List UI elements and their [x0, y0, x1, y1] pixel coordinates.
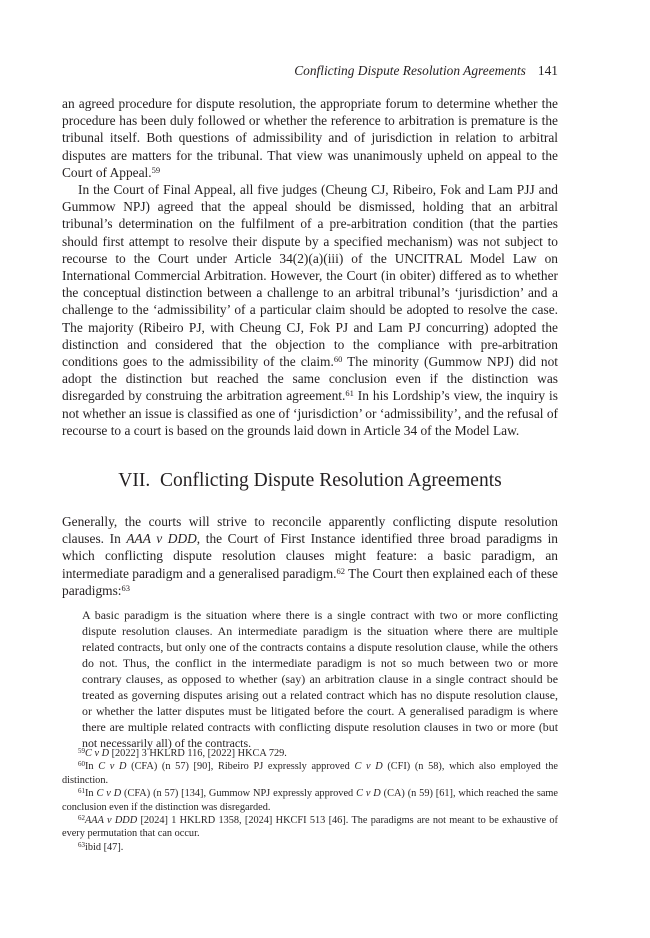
footnote-case: C v D	[96, 788, 122, 800]
paragraph-2	[62, 181, 558, 439]
footnote-text: (CFI) (n 58), which also employed the distinction.	[62, 761, 559, 786]
block-quote: A basic paradigm is the situation where there is a single contract with two or more conflicting dispute resolution clauses. An intermediate paradigm is the situation where there are multiple related contracts, but only one of the contracts contains a dispute resolution clause, while the others do not. Thus, the conflict in the intermediate paradigm is not so much between two or more contrary clauses, as opposed to whether (say) an arbitration clause in a single contract should be treated as governing disputes arising out a related contract which has no dispute resolution clause, or whether the latter disputes must be litigated before the court. A generalised paradigm is where there are multiple related contracts with conflicting dispute resolution clauses in two or more (but not necessarily all) of the contracts.	[82, 608, 558, 751]
footnote-text: In	[85, 761, 99, 773]
footnote-text: [2024] 1 HKLRD 1358, [2024] HKCFI 513 [46]. The paradigms are not meant to be exhaustive of every permutation that can occur.	[62, 815, 558, 840]
footnote-number: 61	[78, 787, 85, 796]
paragraph-3-text-a: Generally, the courts will strive to reconcile apparently conflicting dispute resolution clauses. In	[62, 514, 558, 547]
case-name: AAA v DDD	[126, 531, 197, 547]
footnote-text: (CFA) (n 57) [90], Ribeiro PJ expressly approved	[126, 761, 355, 773]
footnote-ref-60[interactable]: 60	[333, 354, 343, 365]
footnote-ref-59[interactable]: 59	[151, 164, 161, 175]
footnote-ref-61[interactable]: 61	[345, 388, 354, 399]
footnote-case: C v D	[356, 788, 381, 800]
footnote-61	[62, 787, 558, 814]
paragraph-3-text-c: The Court then explained each of these paradigms:	[62, 565, 559, 598]
footnote-case: C v D	[98, 761, 127, 773]
running-header	[62, 63, 558, 79]
footnote-text: (CFA) (n 57) [134], Gummow NPJ expressly approved	[121, 788, 357, 800]
footnote-text: In	[85, 788, 97, 800]
footnote-text: (CA) (n 59) [61], which reached the same conclusion even if the distinction was disregarded.	[62, 788, 559, 813]
footnote-case: C v D	[354, 761, 383, 773]
section-numeral: VII.	[118, 470, 151, 492]
section-title: Conflicting Dispute Resolution Agreements	[159, 470, 502, 492]
section-heading	[62, 469, 558, 493]
footnote-number: 63	[78, 840, 85, 849]
footnote-ref-63[interactable]: 63	[121, 582, 130, 593]
footnote-60	[62, 760, 558, 787]
paragraph-3	[62, 513, 558, 599]
page-number: 141	[537, 63, 558, 78]
paragraph-3-text-b: , the Court of First Instance identified three broad paradigms in which conflicting dispute resolution clauses might feature: a basic paradigm, an intermediate paradigm and a generalised paradigm.	[62, 531, 558, 581]
footnote-62	[62, 814, 558, 841]
footnotes	[62, 747, 558, 854]
main-text	[62, 95, 558, 751]
paragraph-2-text-a: In the Court of Final Appeal, all five judges (Cheung CJ, Ribeiro, Fok and Lam PJJ and Gummow NPJ) agreed that the appeal should be dismissed, holding that an arbitral tribunal’s determination on the fulfilment of a pre-arbitration condition (that the parties should first attempt to resolve their dispute by a specified mechanism) was not subject to recourse to the Court under Article 34(2)(a)(iii) of the UNCITRAL Model Law on International Commercial Arbitration. However, the Court (in obiter) differed as to whether the conceptual distinction between a challenge to an arbitral tribunal’s ‘jurisdiction’ and a challenge to the ‘admissibility’ of a particular claim should be adopted to resolve the case. The majority (Ribeiro PJ, with Cheung CJ, Fok PJ and Lam PJ concurring) adopted the distinction and considered that the objection to the compliance with pre-arbitration conditions goes to the admissibility of the claim.	[62, 182, 558, 370]
paragraph-2-text-b: The minority (Gummow NPJ) did not adopt the distinction but reached the same conclusion even if the distinction was disregarded by construing the arbitration agreement.	[62, 354, 558, 404]
running-title: Conflicting Dispute Resolution Agreements	[294, 63, 526, 78]
footnote-number: 62	[78, 814, 85, 823]
footnote-number: 60	[78, 760, 85, 769]
paragraph-2-text-c: In his Lordship’s view, the inquiry is not whether an issue is classified as one of ‘jurisdiction’ or ‘admissibility’, and the refusal of recourse to a court is based on the grounds laid down in Article 34 of the Model Law.	[62, 388, 558, 438]
footnote-number: 59	[78, 747, 85, 755]
footnote-text: [2022] 3 HKLRD 116, [2022] HKCA 729.	[109, 748, 287, 759]
footnote-case: AAA v DDD	[85, 815, 138, 827]
paragraph-1	[62, 95, 558, 181]
paragraph-1-text: an agreed procedure for dispute resolution, the appropriate forum to determine whether the procedure has been duly followed or whether the reference to arbitration is premature is the tribunal itself. Both questions of admissibility and of jurisdiction in relation to arbitral disputes are matters for the tribunal. That view was unanimously upheld on appeal to the Court of Appeal.	[62, 96, 558, 180]
footnote-text: ibid [47].	[85, 841, 124, 853]
footnote-ref-62[interactable]: 62	[336, 565, 346, 576]
footnote-63	[62, 841, 558, 854]
footnote-59	[62, 747, 558, 760]
footnote-case: C v D	[85, 748, 110, 759]
